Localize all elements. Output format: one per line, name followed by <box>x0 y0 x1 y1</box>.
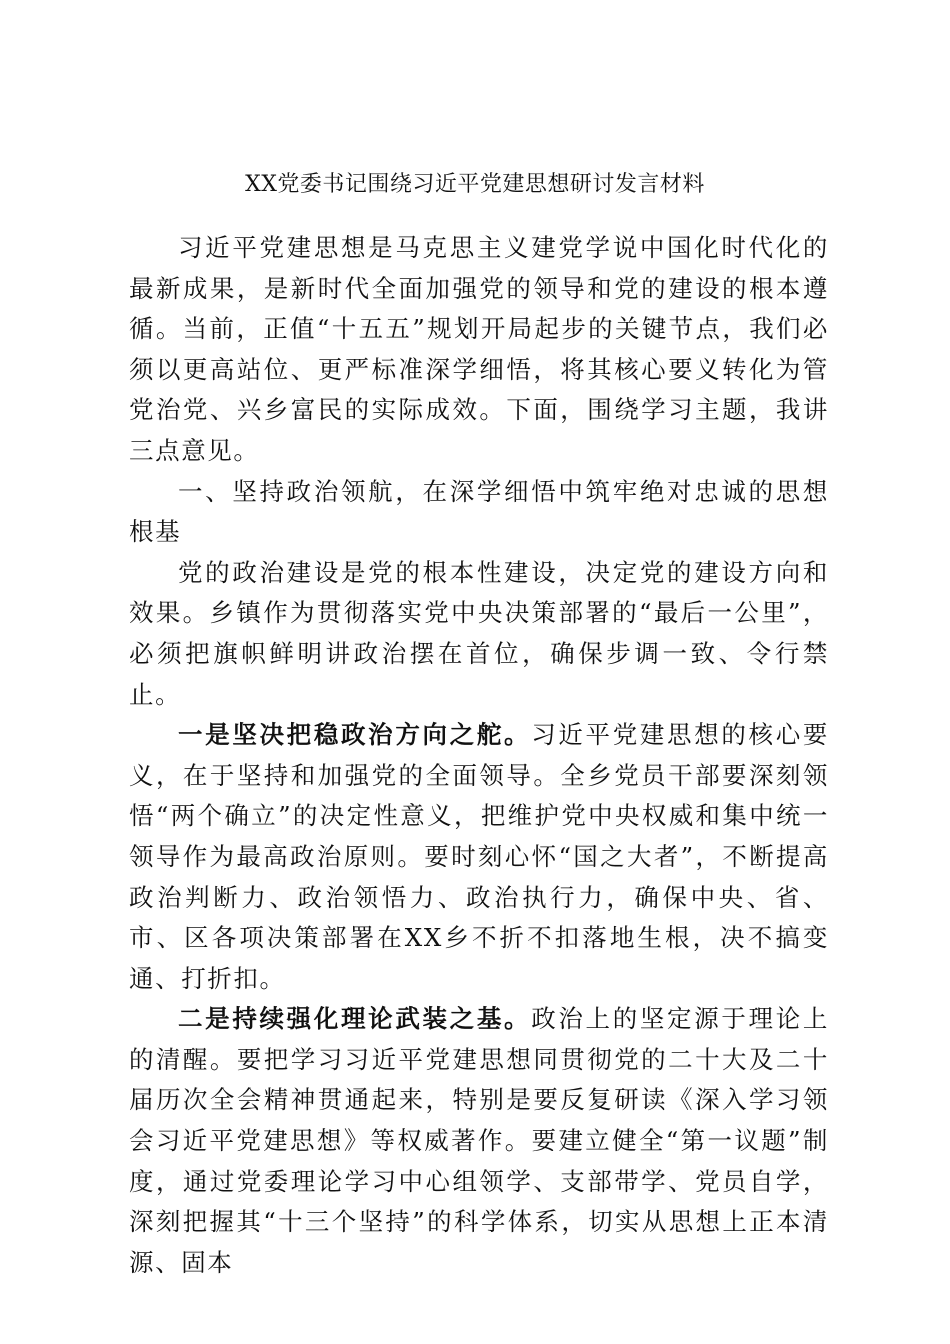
paragraph-text: 习近平党建思想的核心要义，在于坚持和加强党的全面领导。全乡党员干部要深刻领悟“两个确立”的决定性意义，把维护党中央权威和集中统一领导作为最高政治原则。要时刻心怀“国之大者”，不断提高政治判断力、政治领悟力、政治执行力，确保中央、省、市、区各项决策部署在XX乡不折不扣落地生根，决不搞变通、打折扣。 <box>129 720 829 993</box>
section-heading-text: 一、坚持政治领航，在深学细悟中筑牢绝对忠诚的思想根基 <box>129 476 829 547</box>
paragraph-intro <box>129 228 829 472</box>
document-body <box>129 228 829 1283</box>
document-title: XX党委书记围绕习近平党建思想研讨发言材料 <box>245 172 705 197</box>
paragraph-text: 政治上的坚定源于理论上的清醒。要把学习习近平党建思想同贯彻党的二十大及二十届历次全会精神贯通起来，特别是要反复研读《深入学习领会习近平党建思想》等权威著作。要建立健全“第一议题”制度，通过党委理论学习中心组领学、支部带学、党员自学，深刻把握其“十三个坚持”的科学体系，切实从思想上正本清源、固本 <box>129 1004 829 1277</box>
paragraph-lead-bold: 二是持续强化理论武装之基。 <box>178 1004 532 1034</box>
paragraph-point-2 <box>129 999 829 1283</box>
paragraph-text: 党的政治建设是党的根本性建设，决定党的建设方向和效果。乡镇作为贯彻落实党中央决策部署的“最后一公里”，必须把旗帜鲜明讲政治摆在首位，确保步调一致、令行禁止。 <box>129 557 829 709</box>
paragraph-section-1-intro <box>129 553 829 715</box>
section-heading-1 <box>129 472 829 553</box>
paragraph-point-1 <box>129 715 829 999</box>
paragraph-lead-bold: 一是坚决把稳政治方向之舵。 <box>178 720 532 750</box>
paragraph-text: 习近平党建思想是马克思主义建党学说中国化时代化的最新成果，是新时代全面加强党的领导和党的建设的根本遵循。当前，正值“十五五”规划开局起步的关键节点，我们必须以更高站位、更严标准深学细悟，将其核心要义转化为管党治党、兴乡富民的实际成效。下面，围绕学习主题，我讲三点意见。 <box>129 233 829 465</box>
